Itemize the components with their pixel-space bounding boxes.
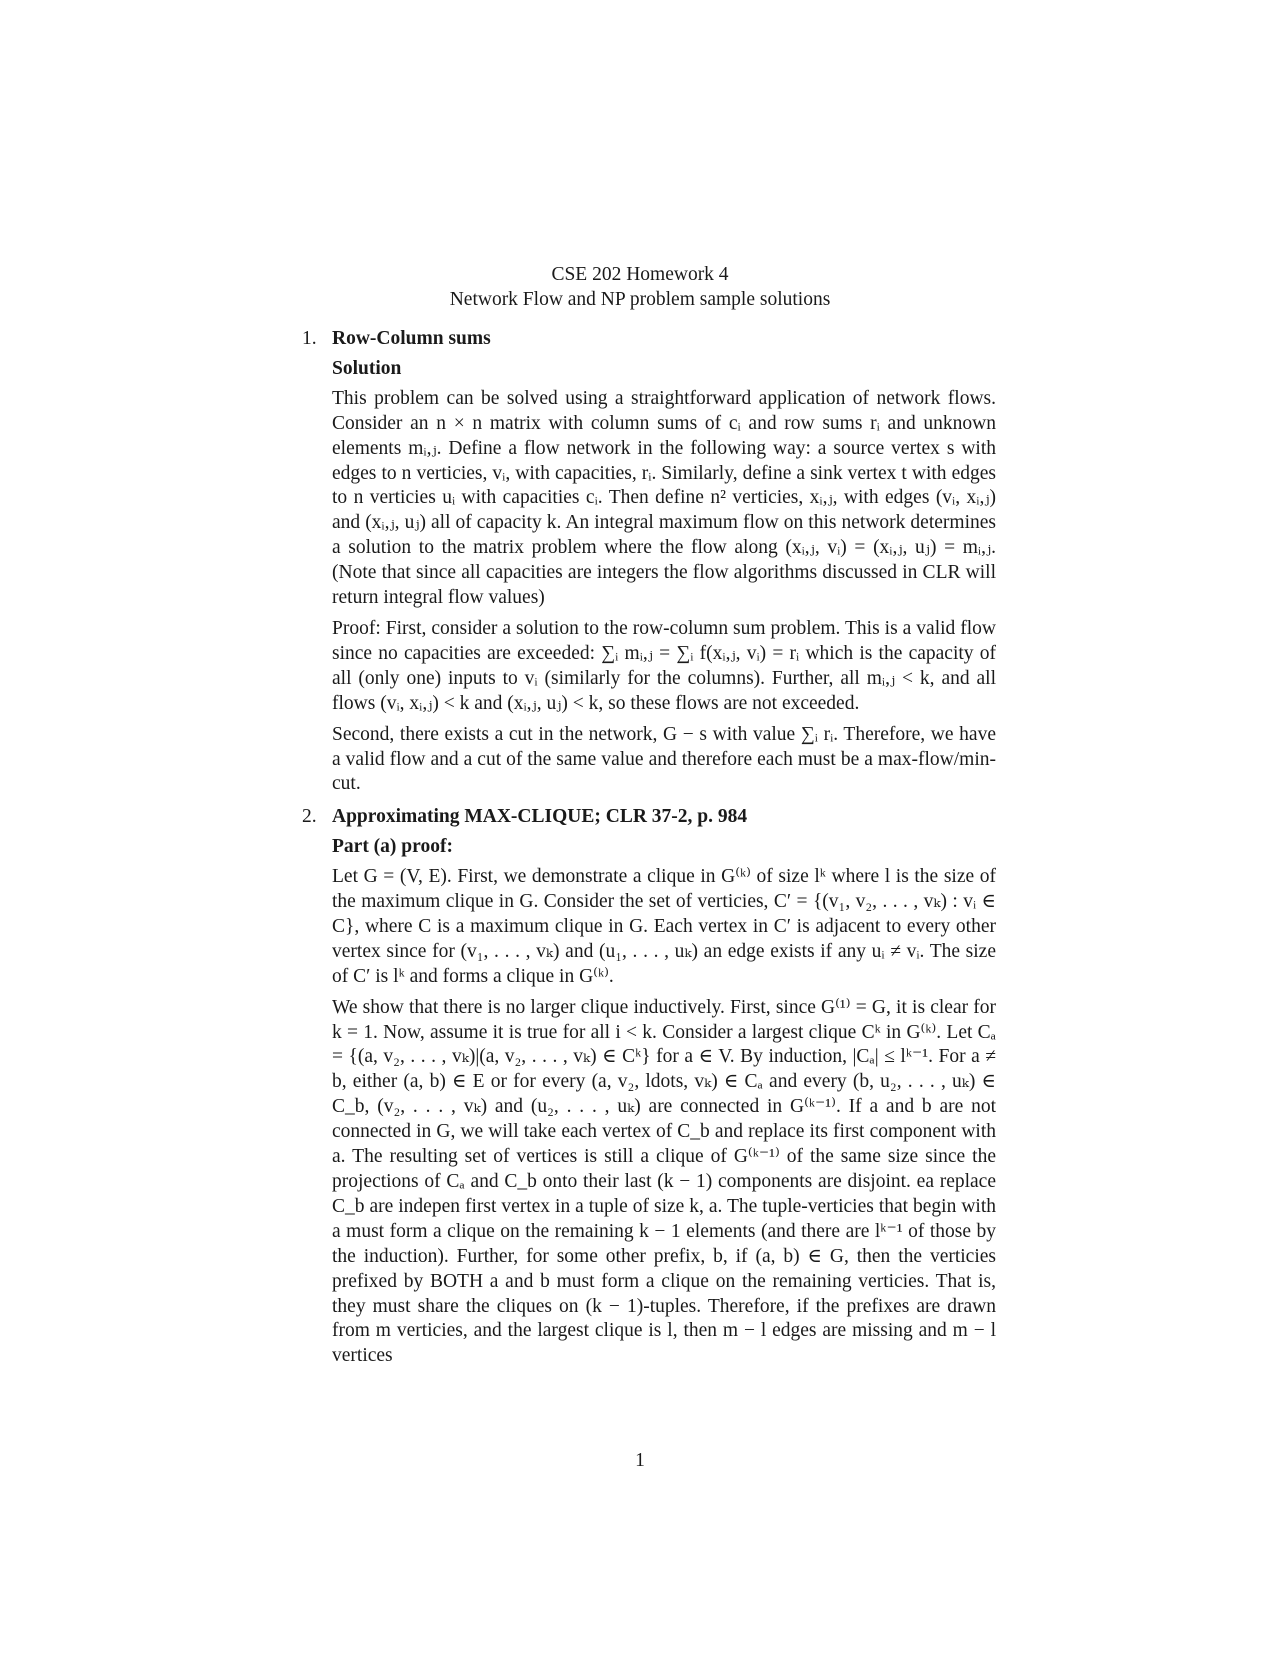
paragraph: Proof: First, consider a solution to the row-column sum problem. This is a valid flow since no capacities are exceeded: ∑ᵢ mᵢ,ⱼ = ∑ᵢ f(xᵢ,ⱼ, vᵢ) = rᵢ which is the capacity of all (only one) inputs to vᵢ (similarly for the columns). Further, all mᵢ,ⱼ < k, and all flows (vᵢ, xᵢ,ⱼ) < k and (xᵢ,ⱼ, uⱼ) < k, so these flows are not exceeded.: [332, 617, 996, 714]
page-number: 1: [635, 1450, 645, 1471]
solution-heading: Solution: [332, 357, 402, 379]
paragraph: Let G = (V, E). First, we demonstrate a clique in G⁽ᵏ⁾ of size lᵏ where l is the size of the maximum clique in G. Consider the set of verticies, C′ = {(v₁, v₂, . . . , vₖ) : vᵢ ∈ C}, where C is a maximum clique in G. Each vertex in C′ is adjacent to every other vertex since for (v₁, . . . , vₖ) and (u₁, . . . , uₖ) an edge exists if any uᵢ ≠ vᵢ. The size of C′ is lᵏ and forms a clique in G⁽ᵏ⁾.: [332, 866, 996, 987]
problem-2: [302, 805, 996, 1369]
problem-title: Row-Column sums: [332, 328, 491, 349]
document-header: [0, 262, 1280, 312]
part-a-heading: Part (a) proof:: [332, 836, 453, 858]
problem-title: Approximating MAX-CLIQUE; CLR 37-2, p. 984: [332, 806, 748, 828]
problem-number: 1.: [302, 328, 317, 349]
problem-number: 2.: [302, 806, 317, 828]
paragraph: We show that there is no larger clique inductively. First, since G⁽¹⁾ = G, it is clear for k = 1. Now, assume it is true for all i < k. Consider a largest clique Cᵏ in G⁽ᵏ⁾. Let Cₐ = {(a, v₂, . . . , vₖ)|(a, v₂, . . . , vₖ) ∈ Cᵏ} for a ∈ V. By induction, |Cₐ| ≤ lᵏ⁻¹. For a ≠ b, either (a, b) ∈ E or for every (a, v₂, ldots, vₖ) ∈ Cₐ and every (b, u₂, . . . , uₖ) ∈ C_b, (v₂, . . . , vₖ) and (u₂, . . . , uₖ) are connected in G⁽ᵏ⁻¹⁾. If a and b are not connected in G, we will take each vertex of C_b and replace its first component with a. The resulting set of vertices is still a clique of G⁽ᵏ⁻¹⁾ of the same size since the projections of Cₐ and C_b onto their last (k − 1) components are disjoint. ea replace C_b are indepen first vertex in a tuple of size k, a. The tuple-verticies that begin with a must form a clique on the remaining k − 1 elements (and there are lᵏ⁻¹ of those by the induction). Further, for some other prefix, b, if (a, b) ∈ G, then the verticies prefixed by BOTH a and b must form a clique on the remaining verticies. That is, they must share the cliques on (k − 1)-tuples. Therefore, if the prefixes are drawn from m verticies, and the largest clique is l, then m − l edges are missing and m − l vertices: [332, 996, 996, 1367]
document-body: [302, 327, 996, 1375]
problem-1: [302, 327, 996, 797]
paragraph: Second, there exists a cut in the network, G − s with value ∑ᵢ rᵢ. Therefore, we have a valid flow and a cut of the same value and therefore each must be a max-flow/min-cut.: [332, 723, 996, 795]
course-title: CSE 202 Homework 4: [551, 264, 729, 285]
paragraph: This problem can be solved using a straightforward application of network flows. Consider an n × n matrix with column sums of cᵢ and row sums rᵢ and unknown elements mᵢ,ⱼ. Define a flow network in the following way: a source vertex s with edges to n verticies, vᵢ, with capacities, rᵢ. Similarly, define a sink vertex t with edges to n verticies uᵢ with capacities cᵢ. Then define n² verticies, xᵢ,ⱼ, with edges (vᵢ, xᵢ,ⱼ) and (xᵢ,ⱼ, uⱼ) all of capacity k. An integral maximum flow on this network determines a solution to the matrix problem where the flow along (xᵢ,ⱼ, vᵢ) = (xᵢ,ⱼ, uⱼ) = mᵢ,ⱼ. (Note that since all capacities are integers the flow algorithms discussed in CLR will return integral flow values): [332, 387, 996, 609]
document-subtitle: Network Flow and NP problem sample solutions: [449, 289, 831, 310]
